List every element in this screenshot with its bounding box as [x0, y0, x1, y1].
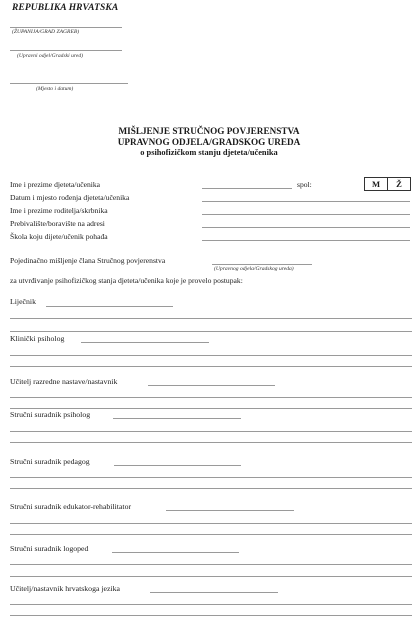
place-date-caption: (Mjesto i datum) — [36, 86, 74, 92]
field-label-residence: Prebivalište/boravište na adresi — [10, 219, 105, 228]
gender-z-box[interactable]: Ž — [387, 177, 411, 191]
gender-m-box[interactable]: M — [364, 177, 388, 191]
place-date-line — [10, 83, 128, 84]
section-text-line[interactable] — [10, 477, 412, 478]
section-text-line[interactable] — [10, 576, 412, 577]
section-label-hrvatski-jezik: Učitelj/nastavnik hrvatskoga jezika — [10, 584, 120, 593]
field-line-parent[interactable] — [202, 214, 410, 215]
section-label-pedagog: Stručni suradnik pedagog — [10, 457, 90, 466]
section-text-line[interactable] — [10, 431, 412, 432]
opinion-intro-line2: za utvrđivanje psihofizičkog stanja djeteta/učenika koje je provelo postupak: — [10, 276, 243, 285]
gender-label: spol: — [297, 180, 312, 189]
county-line — [10, 27, 122, 28]
section-name-line[interactable] — [46, 306, 173, 307]
section-text-line[interactable] — [10, 442, 412, 443]
section-text-line[interactable] — [10, 318, 412, 319]
section-name-line[interactable] — [81, 342, 209, 343]
section-text-line[interactable] — [10, 615, 412, 616]
section-text-line[interactable] — [10, 397, 412, 398]
section-label-klinicki-psiholog: Klinički psiholog — [10, 334, 65, 343]
document-title: MIŠLJENJE STRUČNOG POVJERENSTVA — [118, 126, 300, 136]
section-label-logoped: Stručni suradnik logoped — [10, 544, 89, 553]
section-name-line[interactable] — [150, 592, 278, 593]
section-text-line[interactable] — [10, 564, 412, 565]
opinion-office-line[interactable] — [212, 264, 312, 265]
field-label-name: Ime i prezime djeteta/učenika — [10, 180, 101, 189]
opinion-office-caption: (Upravnog odjela/Gradskog ureda) — [214, 266, 294, 272]
field-line-school[interactable] — [202, 240, 410, 241]
opinion-intro: Pojedinačno mišljenje člana Stručnog povjerenstva — [10, 256, 166, 265]
section-text-line[interactable] — [10, 523, 412, 524]
section-label-ucitelj: Učitelj razredne nastave/nastavnik — [10, 377, 118, 386]
office-line — [10, 50, 122, 51]
section-text-line[interactable] — [10, 604, 412, 605]
document-subtitle: o psihofizičkom stanju djeteta/učenika — [140, 148, 278, 157]
section-name-line[interactable] — [114, 465, 241, 466]
section-text-line[interactable] — [10, 488, 412, 489]
section-text-line[interactable] — [10, 366, 412, 367]
section-name-line[interactable] — [113, 418, 241, 419]
field-line-birth[interactable] — [202, 201, 410, 202]
field-label-school: Škola koju dijete/učenik pohađa — [10, 232, 108, 241]
section-label-psiholog: Stručni suradnik psiholog — [10, 410, 91, 419]
section-text-line[interactable] — [10, 331, 412, 332]
section-label-edukator-rehabilitator: Stručni suradnik edukator-rehabilitator — [10, 502, 132, 511]
section-text-line[interactable] — [10, 408, 412, 409]
section-text-line[interactable] — [10, 534, 412, 535]
field-label-parent: Ime i prezime roditelja/skrbnika — [10, 206, 108, 215]
field-label-birth: Datum i mjesto rođenja djeteta/učenika — [10, 193, 130, 202]
section-name-line[interactable] — [166, 510, 294, 511]
field-line-residence[interactable] — [202, 227, 410, 228]
county-caption: (ŽUPANIJA/GRAD ZAGREB) — [12, 29, 80, 35]
section-label-lijecnik: Liječnik — [10, 297, 36, 306]
section-name-line[interactable] — [112, 552, 239, 553]
section-text-line[interactable] — [10, 355, 412, 356]
document-title-line2: UPRAVNOG ODJELA/GRADSKOG UREDA — [117, 137, 301, 147]
field-line-name[interactable] — [202, 188, 292, 189]
office-caption: (Upravni odjel/Gradski ured) — [17, 53, 83, 59]
country-name: REPUBLIKA HRVATSKA — [12, 3, 119, 13]
section-name-line[interactable] — [148, 385, 275, 386]
